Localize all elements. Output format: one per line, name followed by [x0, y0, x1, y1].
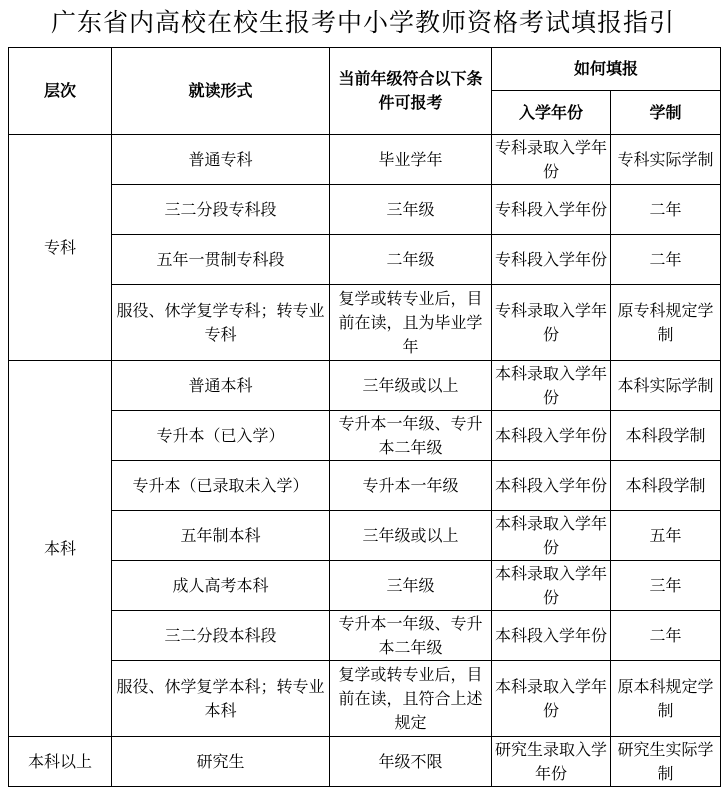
header-study-form: 就读形式 [112, 48, 330, 135]
enroll-year-cell: 专科段入学年份 [492, 185, 611, 235]
enroll-year-cell: 专科录取入学年份 [492, 135, 611, 185]
level-cell: 本科 [9, 361, 112, 737]
enroll-year-cell: 本科录取入学年份 [492, 661, 611, 737]
table-row [9, 661, 721, 737]
enroll-year-cell: 本科录取入学年份 [492, 511, 611, 561]
study-form-cell: 研究生 [112, 737, 330, 787]
enroll-year-cell: 本科段入学年份 [492, 461, 611, 511]
study-form-cell: 服役、休学复学本科；转专业本科 [112, 661, 330, 737]
enroll-year-cell: 专科录取入学年份 [492, 285, 611, 361]
table-row [9, 135, 721, 185]
enroll-year-cell: 本科录取入学年份 [492, 361, 611, 411]
table-row [9, 611, 721, 661]
study-form-cell: 三二分段本科段 [112, 611, 330, 661]
table-row [9, 411, 721, 461]
enroll-year-cell: 研究生录取入学年份 [492, 737, 611, 787]
eligible-grade-cell: 三年级 [330, 561, 492, 611]
table-row [9, 235, 721, 285]
header-enroll-year: 入学年份 [492, 91, 611, 135]
table-row [9, 185, 721, 235]
header-level: 层次 [9, 48, 112, 135]
eligible-grade-cell: 三年级 [330, 185, 492, 235]
table-row [9, 511, 721, 561]
duration-cell: 本科段学制 [611, 461, 721, 511]
eligible-grade-cell: 二年级 [330, 235, 492, 285]
eligible-grade-cell: 毕业学年 [330, 135, 492, 185]
duration-cell: 二年 [611, 185, 721, 235]
study-form-cell: 普通本科 [112, 361, 330, 411]
eligible-grade-cell: 复学或转专业后，目前在读，且为毕业学年 [330, 285, 492, 361]
study-form-cell: 成人高考本科 [112, 561, 330, 611]
header-how-to-fill: 如何填报 [492, 48, 721, 91]
eligibility-table [8, 47, 721, 787]
duration-cell: 研究生实际学制 [611, 737, 721, 787]
duration-cell: 二年 [611, 611, 721, 661]
duration-cell: 五年 [611, 511, 721, 561]
study-form-cell: 普通专科 [112, 135, 330, 185]
study-form-cell: 专升本（已录取未入学） [112, 461, 330, 511]
duration-cell: 本科段学制 [611, 411, 721, 461]
table-row [9, 561, 721, 611]
header-row [9, 48, 721, 91]
enroll-year-cell: 本科录取入学年份 [492, 561, 611, 611]
header-duration: 学制 [611, 91, 721, 135]
enroll-year-cell: 本科段入学年份 [492, 611, 611, 661]
eligible-grade-cell: 专升本一年级 [330, 461, 492, 511]
study-form-cell: 服役、休学复学专科；转专业专科 [112, 285, 330, 361]
eligible-grade-cell: 三年级或以上 [330, 511, 492, 561]
enroll-year-cell: 本科段入学年份 [492, 411, 611, 461]
study-form-cell: 五年一贯制专科段 [112, 235, 330, 285]
eligible-grade-cell: 年级不限 [330, 737, 492, 787]
eligible-grade-cell: 专升本一年级、专升本二年级 [330, 411, 492, 461]
duration-cell: 二年 [611, 235, 721, 285]
level-cell: 专科 [9, 135, 112, 361]
study-form-cell: 三二分段专科段 [112, 185, 330, 235]
enroll-year-cell: 专科段入学年份 [492, 235, 611, 285]
table-row [9, 461, 721, 511]
duration-cell: 原专科规定学制 [611, 285, 721, 361]
table-row [9, 285, 721, 361]
level-cell: 本科以上 [9, 737, 112, 787]
eligible-grade-cell: 三年级或以上 [330, 361, 492, 411]
eligible-grade-cell: 专升本一年级、专升本二年级 [330, 611, 492, 661]
duration-cell: 原本科规定学制 [611, 661, 721, 737]
duration-cell: 三年 [611, 561, 721, 611]
study-form-cell: 专升本（已入学） [112, 411, 330, 461]
table-row [9, 737, 721, 787]
study-form-cell: 五年制本科 [112, 511, 330, 561]
page-title: 广东省内高校在校生报考中小学教师资格考试填报指引 [50, 8, 675, 37]
duration-cell: 本科实际学制 [611, 361, 721, 411]
duration-cell: 专科实际学制 [611, 135, 721, 185]
table-row [9, 361, 721, 411]
eligible-grade-cell: 复学或转专业后，目前在读，且符合上述规定 [330, 661, 492, 737]
header-eligible-grade: 当前年级符合以下条件可报考 [330, 48, 492, 135]
